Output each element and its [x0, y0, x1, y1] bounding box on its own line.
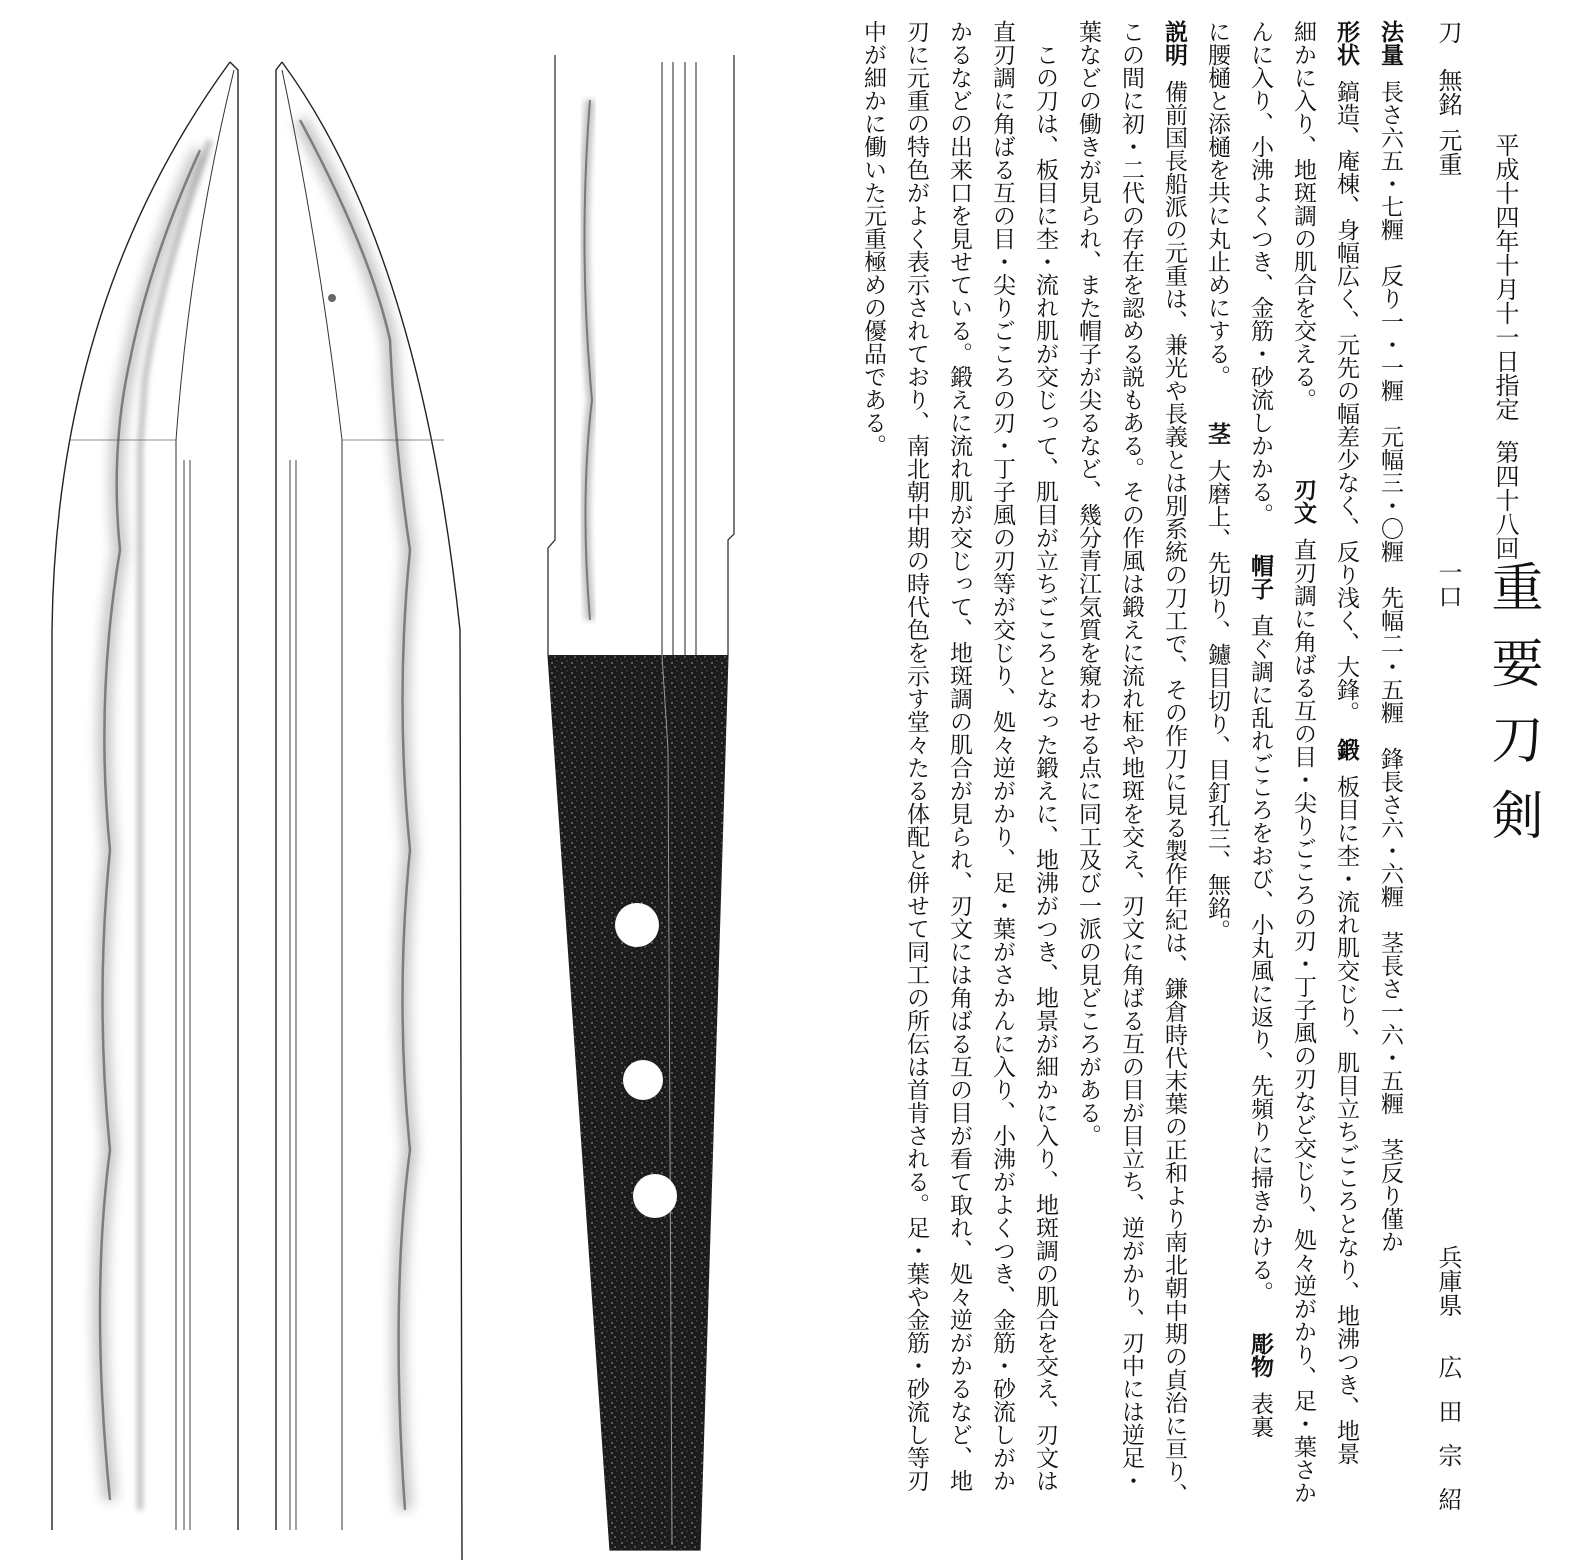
horimono-continued [1205, 20, 1228, 942]
measurements-text: 長さ六五・七糎 反り一・一糎 元幅三・〇糎 先幅二・五糎 鋒長さ六・六糎 茎長さ一六・五糎 茎反り僅か [1377, 80, 1403, 1253]
sword-type: 刀 [1434, 20, 1462, 44]
explanation-line-4: この刀は、板目に杢・流れ肌が交じって、肌目が立ちごころとなった鍛えに、地沸がつき、地景が細かに入り、地斑調の肌合を交え、刃文は [1032, 43, 1058, 1492]
forging-continued: 細かに入り、地斑調の肌合を交える。 [1290, 20, 1316, 411]
explanation-line-7: 刃に元重の特色がよく表示されており、南北朝中期の時代色を示す堂々たる体配と併せて同工の所伝は首肯される。足・葉や金筋・砂流し等刃 [903, 20, 929, 1492]
horimono-text: 表裏 [1247, 1392, 1273, 1438]
hamon-text-2: んに入り、小沸よくつき、金筋・砂流しかかる。 [1247, 20, 1273, 526]
attribution: 元重 [1434, 128, 1462, 176]
blade-ura-drawing [276, 62, 462, 1560]
blade-omote-drawing [52, 62, 238, 1530]
explanation-line-1: 備前国長船派の元重は、兼光や長義とは別系統の刀工で、その作刀に見る製作年紀は、鎌倉時代末葉の正和より南北朝中期の貞治に亘り、 [1161, 80, 1187, 1506]
forging-label: 鍛 [1333, 738, 1359, 761]
hamon-label: 刃文 [1290, 478, 1316, 524]
designation-date: 平成十四年十月十一日指定 [1491, 133, 1519, 421]
session-number: 第四十八回 [1491, 440, 1519, 560]
prefecture: 兵庫県 [1434, 1245, 1462, 1317]
explanation-line-8: 中が細かに働いた元重極めの優品である。 [860, 20, 886, 457]
signature-status: 無銘 [1434, 68, 1462, 116]
shape-text: 鎬造、庵棟、身幅広く、元先の幅差少なく、反り浅く、大鋒。 [1333, 80, 1359, 724]
shape-entry [1334, 20, 1357, 1465]
hamon-entry [1291, 478, 1314, 1504]
forging-text: 板目に杢・流れ肌交じり、肌目立ちごころとなり、地沸つき、地景 [1333, 775, 1359, 1465]
hamon-text: 直刃調に角ばる互の目・尖りごころの刃・丁子風の刃など交じり、処々逆がかり、足・葉さか [1290, 538, 1316, 1504]
nakago-label: 茎 [1204, 422, 1230, 445]
explanation-entry [1162, 20, 1185, 1506]
measurements-entry [1378, 20, 1401, 1253]
measurements-label: 法量 [1377, 20, 1403, 66]
explanation-line-5: 直刃調に角ばる互の目・尖りごころの刃・丁子風の刃等が交じり、処々逆がかり、足・葉がさかんに入り、小沸がよくつき、金筋・砂流しがか [989, 20, 1015, 1492]
boshi-text: 直ぐ調に乱れごころをおび、小丸風に返り、先頻りに掃きかける。 [1247, 614, 1273, 1304]
nakago-text: 大磨上、先切り、鑢目切り、目釘孔三、無銘。 [1204, 459, 1230, 942]
explanation-line-6: かるなどの出来口を見せている。鍛えに流れ肌が交じって、地斑調の肌合が見られ、刃文には角ばる互の目が看て取れ、処々逆がかるなど、地 [946, 20, 972, 1492]
horimono-label: 彫物 [1247, 1332, 1273, 1378]
explanation-line-2: この間に初・二代の存在を認める説もある。その作風は鍛えに流れ柾や地斑を交え、刃文に角ばる互の目が目立ち、逆がかり、刃中には逆足・ [1118, 20, 1144, 1492]
boshi-label: 帽子 [1247, 554, 1273, 600]
nakago-drawing [548, 55, 734, 1550]
page-title: 重要刀剣 [1482, 560, 1542, 864]
shape-label: 形状 [1333, 20, 1359, 66]
explanation-label: 説明 [1161, 20, 1187, 66]
item-count: 一口 [1434, 560, 1462, 608]
horimono-text-2: に腰樋と添樋を共に丸止めにする。 [1204, 20, 1230, 388]
hamon-continued [1248, 20, 1271, 1438]
explanation-line-3: 葉などの働きが見られ、また帽子が尖るなど、幾分青江気質を窺わせる点に同工及び一派の見どころがある。 [1075, 20, 1101, 1147]
owner: 広田宗紹 [1434, 1355, 1462, 1531]
